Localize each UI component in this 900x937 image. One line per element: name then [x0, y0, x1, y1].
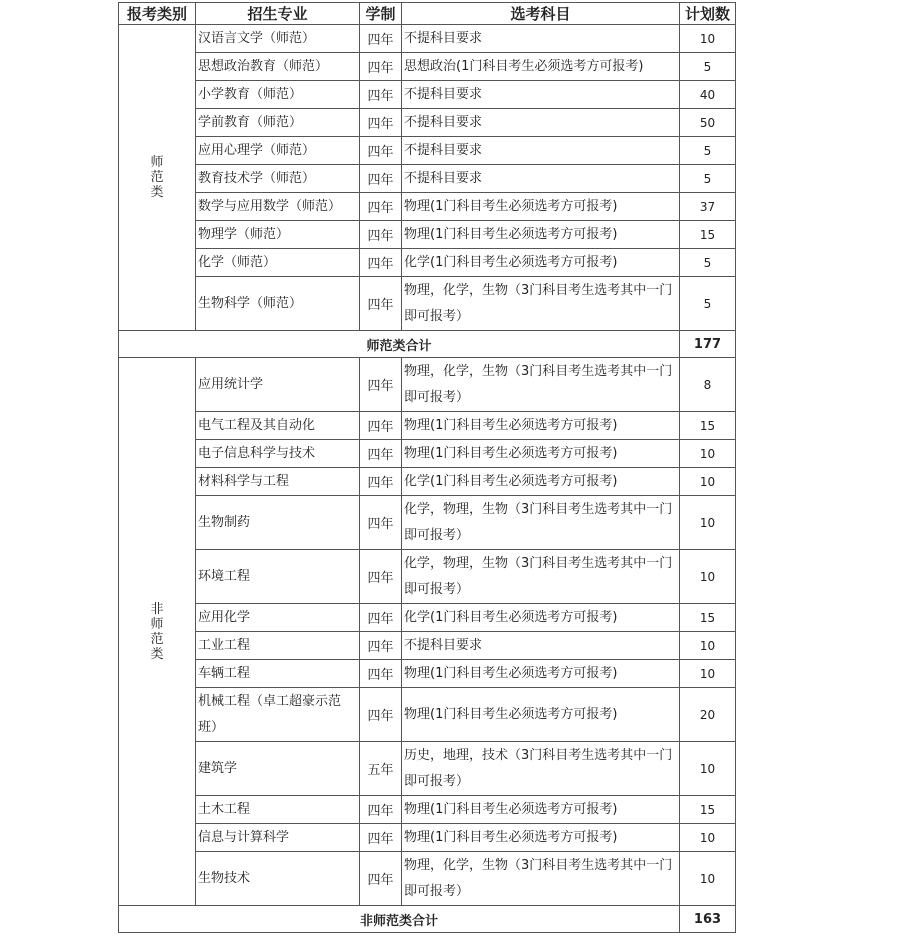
table-row: [119, 193, 736, 221]
subjects-cell: 化学，物理，生物（3门科目考生选考其中一门即可报考）: [402, 550, 680, 604]
plan-cell: 5: [680, 137, 736, 165]
table-row: [119, 137, 736, 165]
duration-cell: 四年: [360, 660, 402, 688]
table-row: [119, 81, 736, 109]
plan-cell: 5: [680, 53, 736, 81]
plan-cell: 10: [680, 468, 736, 496]
plan-cell: 10: [680, 25, 736, 53]
subtotal-value: 163: [680, 906, 736, 933]
duration-cell: 四年: [360, 496, 402, 550]
duration-cell: 四年: [360, 81, 402, 109]
plan-cell: 15: [680, 221, 736, 249]
subtotal-value: 177: [680, 331, 736, 358]
major-cell: 电子信息科学与技术: [196, 440, 360, 468]
major-cell: 土木工程: [196, 796, 360, 824]
duration-cell: 四年: [360, 249, 402, 277]
subtotal-row-normal: [119, 331, 736, 358]
subjects-cell: 物理(1门科目考生必须选考方可报考): [402, 440, 680, 468]
duration-cell: 四年: [360, 277, 402, 331]
major-cell: 汉语言文学（师范）: [196, 25, 360, 53]
table-row: [119, 796, 736, 824]
plan-cell: 10: [680, 440, 736, 468]
subjects-cell: 物理(1门科目考生必须选考方可报考): [402, 412, 680, 440]
plan-cell: 37: [680, 193, 736, 221]
header-major: 招生专业: [196, 3, 360, 25]
enrollment-plan-table: [118, 2, 736, 933]
duration-cell: 五年: [360, 742, 402, 796]
table-row: [119, 109, 736, 137]
duration-cell: 四年: [360, 824, 402, 852]
plan-cell: 10: [680, 824, 736, 852]
major-cell: 应用化学: [196, 604, 360, 632]
table-row: [119, 604, 736, 632]
table-row: [119, 221, 736, 249]
plan-cell: 15: [680, 796, 736, 824]
table-row: [119, 165, 736, 193]
duration-cell: 四年: [360, 193, 402, 221]
subjects-cell: 不提科目要求: [402, 137, 680, 165]
major-cell: 应用统计学: [196, 358, 360, 412]
duration-cell: 四年: [360, 852, 402, 906]
table-row: [119, 824, 736, 852]
category-cell-normal: [119, 25, 196, 331]
duration-cell: 四年: [360, 412, 402, 440]
table-row: [119, 632, 736, 660]
duration-cell: 四年: [360, 632, 402, 660]
plan-cell: 8: [680, 358, 736, 412]
subjects-cell: 物理(1门科目考生必须选考方可报考): [402, 193, 680, 221]
table-row: [119, 249, 736, 277]
subtotal-label: 师范类合计: [119, 331, 680, 358]
plan-cell: 10: [680, 852, 736, 906]
duration-cell: 四年: [360, 137, 402, 165]
major-cell: 车辆工程: [196, 660, 360, 688]
plan-cell: 5: [680, 165, 736, 193]
subjects-cell: 物理(1门科目考生必须选考方可报考): [402, 688, 680, 742]
plan-cell: 10: [680, 742, 736, 796]
subjects-cell: 物理(1门科目考生必须选考方可报考): [402, 660, 680, 688]
subjects-cell: 不提科目要求: [402, 165, 680, 193]
plan-cell: 5: [680, 277, 736, 331]
subjects-cell: 物理(1门科目考生必须选考方可报考): [402, 796, 680, 824]
table-row: [119, 550, 736, 604]
duration-cell: 四年: [360, 688, 402, 742]
header-subjects: 选考科目: [402, 3, 680, 25]
major-cell: 化学（师范）: [196, 249, 360, 277]
duration-cell: 四年: [360, 109, 402, 137]
major-cell: 思想政治教育（师范）: [196, 53, 360, 81]
major-cell: 生物制药: [196, 496, 360, 550]
subjects-cell: 化学(1门科目考生必须选考方可报考): [402, 249, 680, 277]
header-row: [119, 3, 736, 25]
table-row: [119, 660, 736, 688]
subjects-cell: 物理(1门科目考生必须选考方可报考): [402, 824, 680, 852]
category-label: 师范类: [150, 155, 164, 200]
table-row: [119, 852, 736, 906]
table-row: [119, 468, 736, 496]
plan-cell: 5: [680, 249, 736, 277]
subjects-cell: 不提科目要求: [402, 81, 680, 109]
major-cell: 数学与应用数学（师范）: [196, 193, 360, 221]
duration-cell: 四年: [360, 468, 402, 496]
subjects-cell: 化学，物理，生物（3门科目考生选考其中一门即可报考）: [402, 496, 680, 550]
plan-cell: 15: [680, 412, 736, 440]
subtotal-label: 非师范类合计: [119, 906, 680, 933]
duration-cell: 四年: [360, 25, 402, 53]
plan-cell: 15: [680, 604, 736, 632]
table-row: [119, 53, 736, 81]
subjects-cell: 物理，化学，生物（3门科目考生选考其中一门即可报考）: [402, 277, 680, 331]
duration-cell: 四年: [360, 53, 402, 81]
subjects-cell: 不提科目要求: [402, 109, 680, 137]
subjects-cell: 化学(1门科目考生必须选考方可报考): [402, 468, 680, 496]
major-cell: 教育技术学（师范）: [196, 165, 360, 193]
major-cell: 材料科学与工程: [196, 468, 360, 496]
plan-cell: 20: [680, 688, 736, 742]
header-duration: 学制: [360, 3, 402, 25]
subjects-cell: 思想政治(1门科目考生必须选考方可报考): [402, 53, 680, 81]
major-cell: 建筑学: [196, 742, 360, 796]
category-cell-nonnormal: [119, 358, 196, 906]
subjects-cell: 不提科目要求: [402, 25, 680, 53]
duration-cell: 四年: [360, 165, 402, 193]
duration-cell: 四年: [360, 550, 402, 604]
header-plan: 计划数: [680, 3, 736, 25]
major-cell: 学前教育（师范）: [196, 109, 360, 137]
major-cell: 电气工程及其自动化: [196, 412, 360, 440]
subjects-cell: 不提科目要求: [402, 632, 680, 660]
major-cell: 机械工程（卓工超豪示范班）: [196, 688, 360, 742]
major-cell: 物理学（师范）: [196, 221, 360, 249]
subjects-cell: 化学(1门科目考生必须选考方可报考): [402, 604, 680, 632]
subjects-cell: 物理，化学，生物（3门科目考生选考其中一门即可报考）: [402, 852, 680, 906]
header-category: 报考类别: [119, 3, 196, 25]
major-cell: 生物科学（师范）: [196, 277, 360, 331]
duration-cell: 四年: [360, 358, 402, 412]
major-cell: 工业工程: [196, 632, 360, 660]
major-cell: 环境工程: [196, 550, 360, 604]
major-cell: 应用心理学（师范）: [196, 137, 360, 165]
duration-cell: 四年: [360, 604, 402, 632]
table-row: [119, 358, 736, 412]
plan-cell: 10: [680, 550, 736, 604]
table-row: [119, 688, 736, 742]
subjects-cell: 物理(1门科目考生必须选考方可报考): [402, 221, 680, 249]
plan-cell: 10: [680, 660, 736, 688]
plan-cell: 40: [680, 81, 736, 109]
table-body: [119, 25, 736, 933]
duration-cell: 四年: [360, 440, 402, 468]
major-cell: 生物技术: [196, 852, 360, 906]
major-cell: 小学教育（师范）: [196, 81, 360, 109]
plan-cell: 50: [680, 109, 736, 137]
subjects-cell: 历史，地理，技术（3门科目考生选考其中一门即可报考）: [402, 742, 680, 796]
table-row: [119, 277, 736, 331]
table-row: [119, 440, 736, 468]
table-row: [119, 496, 736, 550]
table-row: [119, 742, 736, 796]
major-cell: 信息与计算科学: [196, 824, 360, 852]
plan-cell: 10: [680, 632, 736, 660]
table-row: [119, 25, 736, 53]
plan-cell: 10: [680, 496, 736, 550]
duration-cell: 四年: [360, 796, 402, 824]
subtotal-row-nonnormal: [119, 906, 736, 933]
table-row: [119, 412, 736, 440]
category-label: 非师范类: [150, 601, 164, 662]
duration-cell: 四年: [360, 221, 402, 249]
subjects-cell: 物理，化学，生物（3门科目考生选考其中一门即可报考）: [402, 358, 680, 412]
